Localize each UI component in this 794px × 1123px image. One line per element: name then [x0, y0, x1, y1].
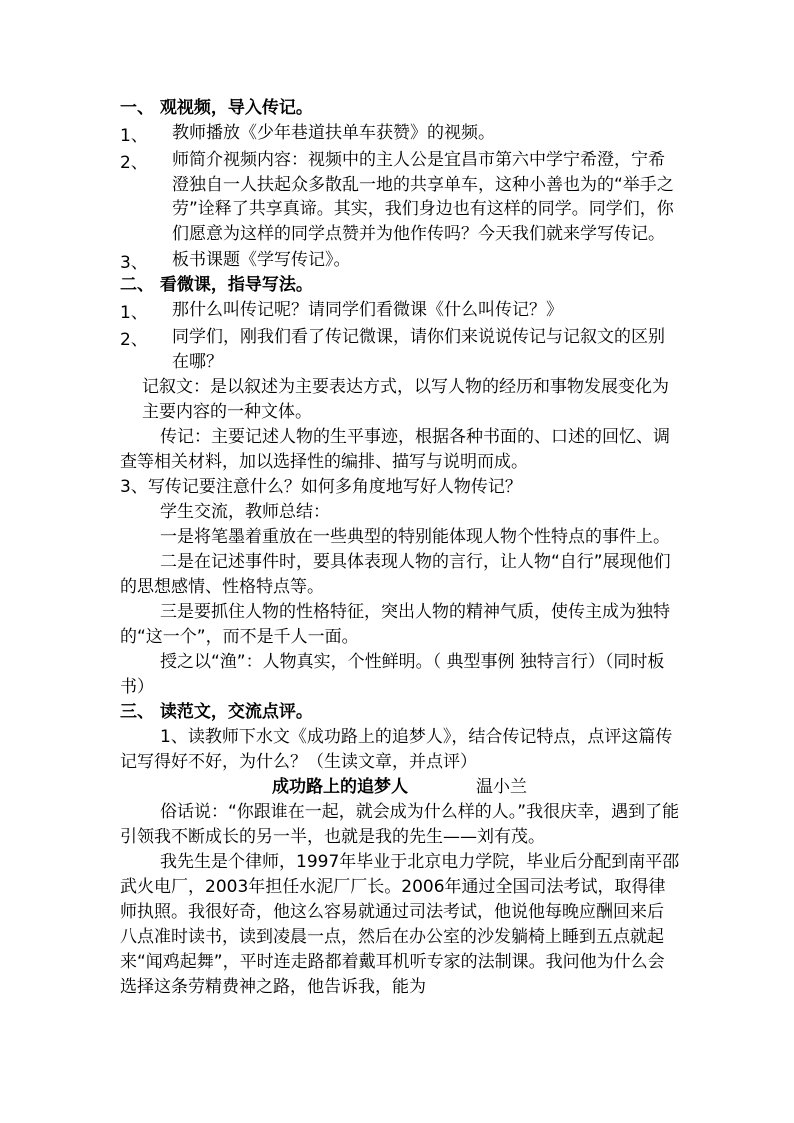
item-text: 板书课题《学写传记》。 — [172, 250, 351, 271]
paragraph: 俗话说：“你跟谁在一起，就会成为什么样的人。”我很庆幸，遇到了能引领我不断成长的另一半，也就是我的先生——刘有茂。 — [120, 802, 680, 848]
section-1-heading: 一、 观视频，导入传记。 — [120, 98, 313, 118]
list-item — [120, 325, 680, 375]
paragraph: 学生交流，教师总结： — [160, 502, 330, 523]
item-number: 3、 — [120, 253, 148, 274]
item-number: 1、 — [120, 303, 148, 324]
question: 3、写传记要注意什么？如何多角度地写好人物传记？ — [120, 477, 522, 498]
item-text: 那什么叫传记呢？请同学们看微课《什么叫传记？》 — [172, 300, 563, 321]
paragraph: 记叙文：是以叙述为主要表达方式，以写人物的经历和事物发展变化为主要内容的一种文体。 — [142, 377, 669, 423]
item-number: 2、 — [120, 153, 148, 173]
essay-author: 温小兰 — [476, 777, 527, 798]
item-text: 师简介视频内容：视频中的主人公是宜昌市第六中学宁希澄，宁希澄独自一人扶起众多散乱一地的共享单车，这种小善也为的“举手之劳”诠释了共享真谛。其实，我们身边也有这样的同学。同学们，你们愿意为这样的同学点赞并为他作传吗？今天我们就来学写传记。 — [172, 150, 674, 244]
section-2-heading: 二、 看微课，指导写法。 — [120, 275, 313, 296]
essay-title: 成功路上的追梦人 — [272, 777, 408, 798]
paragraph: 三是要抓住人物的性格特征，突出人物的精神气质，使传主成为独特的“这一个”，而不是千人一面。 — [120, 602, 670, 648]
paragraph: 传记：主要记述人物的生平事迹，根据各种书面的、口述的回忆、调查等相关材料，加以选择性的编排、描写与说明而成。 — [120, 427, 670, 473]
paragraph: 一是将笔墨着重放在一些典型的特别能体现人物个性特点的事件上。 — [160, 527, 670, 548]
item-number: 2、 — [120, 330, 148, 351]
item-number: 1、 — [120, 126, 148, 146]
document-body — [120, 96, 680, 1000]
paragraph: 二是在记述事件时，要具体表现人物的言行，让人物“自行”展现他们的思想感情、性格特点等。 — [120, 552, 671, 598]
section-3-heading: 三、 读范文，交流点评。 — [120, 702, 313, 723]
list-item — [120, 298, 680, 323]
paragraph: 我先生是个律师，1997年毕业于北京电力学院，毕业后分配到南平邵武火电厂，2003年担任水泥厂厂长。2006年通过全国司法考试，取得律师执照。我很好奇，他这么容易就通过司法考试，他说他每晚应酬回来后八点准时读书，读到凌晨一点，然后在办公室的沙发躺椅上睡到五点就起来“闻鸡起舞”，平时连走路都着戴耳机听专家的法制课。我问他为什么会选择这条劳精费神之路，他告诉我，能为 — [120, 852, 680, 998]
paragraph: 1、读教师下水文《成功路上的追梦人》，结合传记特点，点评这篇传记写得好不好，为什么？（生读文章，并点评） — [120, 727, 673, 773]
item-text: 教师播放《少年巷道扶单车获赞》的视频。 — [172, 123, 495, 143]
list-item — [120, 121, 680, 146]
list-item — [120, 248, 680, 273]
paragraph: 授之以“渔”：人物真实，个性鲜明。（ 典型事例 独特言行）（同时板书） — [120, 652, 665, 698]
essay-title-row — [120, 775, 680, 800]
list-item — [120, 148, 680, 246]
item-text: 同学们，刚我们看了传记微课，请你们来说说传记与记叙文的区别在哪？ — [172, 327, 665, 373]
